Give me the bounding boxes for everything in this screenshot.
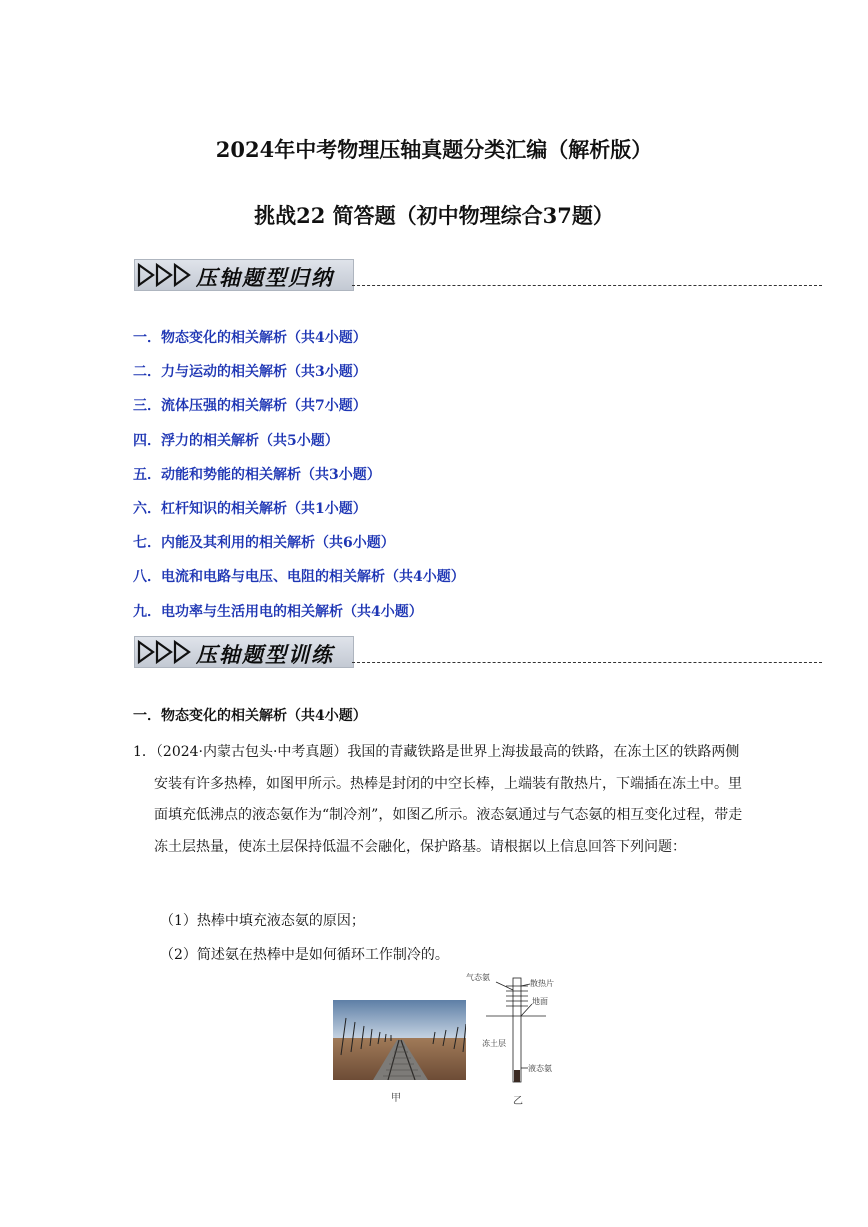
figure-caption-right: 乙 [513,1096,523,1107]
table-of-contents [133,328,465,636]
toc-item[interactable]: 八．电流和电路与电压、电阻的相关解析（共4小题） [133,569,465,586]
heat-rod-diagram [466,968,576,1092]
toc-item[interactable]: 七．内能及其利用的相关解析（共6小题） [133,535,395,552]
document-title: 2024年中考物理压轴真题分类汇编（解析版） [215,137,653,162]
toc-item[interactable]: 二．力与运动的相关解析（共3小题） [133,364,367,381]
sub-question-2: （2）简述氨在热棒中是如何循环工作制冷的。 [160,947,449,963]
banner-divider [352,285,822,286]
banner-label: 压轴题型训练 [196,642,334,667]
toc-item[interactable]: 五．动能和势能的相关解析（共3小题） [133,466,381,483]
label-fins: 散热片 [530,979,554,988]
triple-arrow-icon [136,639,196,665]
toc-item[interactable]: 三．流体压强的相关解析（共7小题） [133,398,367,415]
banner-divider [352,662,822,663]
figure-caption-left: 甲 [391,1093,401,1104]
label-liquid: 液态氨 [528,1064,552,1073]
toc-item[interactable]: 四．浮力的相关解析（共5小题） [133,432,339,449]
sub-question-1: （1）热棒中填充液态氨的原因； [160,913,365,929]
question-text: 1．（2024·内蒙古包头·中考真题）我国的青藏铁路是世界上海拔最高的铁路，在冻土区的铁路两侧安装有许多热棒，如图甲所示。热棒是封闭的中空长棒，上端装有散热片，下端插在冻土中。里面填充低沸点的液态氨作为“制冷剂”，如图乙所示。液态氨通过与气态氨的相互变化过程，带走冻土层热量，使冻土层保持低温不会融化，保护路基。请根据以上信息回答下列问题： [133,744,743,855]
banner-label: 压轴题型归纳 [196,265,334,290]
label-frozen-soil: 冻土层 [482,1039,506,1048]
document-subtitle: 挑战22 简答题（初中物理综合37题） [254,203,614,228]
section-heading: 一．物态变化的相关解析（共4小题） [133,708,367,724]
label-gas: 气态氨 [466,973,490,982]
label-ground: 地面 [532,997,548,1006]
question-1 [133,737,743,863]
triple-arrow-icon [136,262,196,288]
toc-item[interactable]: 九．电功率与生活用电的相关解析（共4小题） [133,603,423,620]
toc-item[interactable]: 一．物态变化的相关解析（共4小题） [133,330,367,346]
toc-item[interactable]: 六．杠杆知识的相关解析（共1小题） [133,500,367,517]
railway-photo [333,1000,466,1080]
